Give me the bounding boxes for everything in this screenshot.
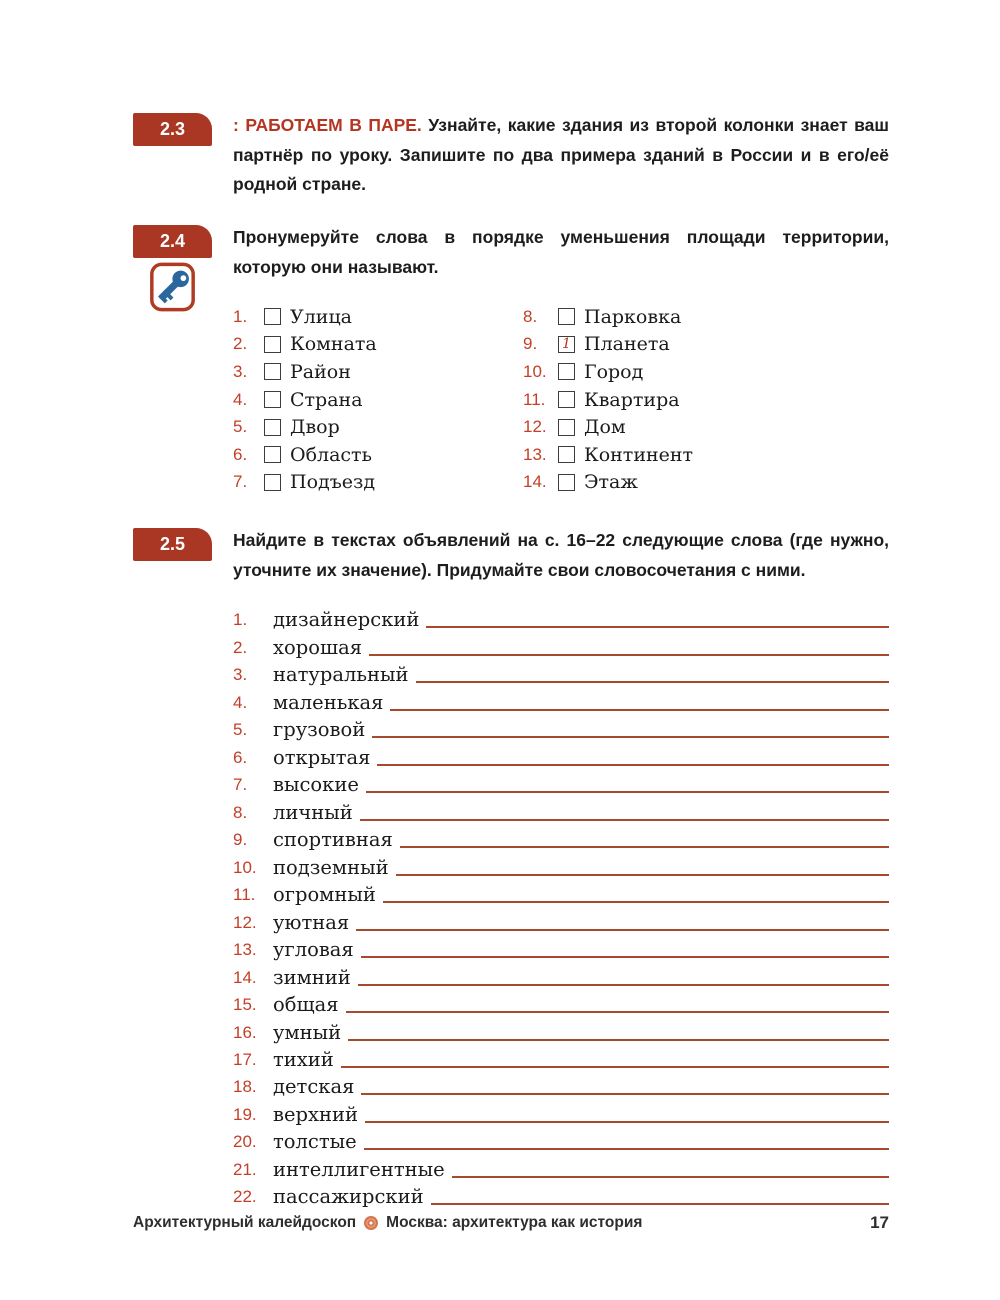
vocabulary-item [233, 935, 889, 962]
item-number: 10. [233, 857, 257, 877]
item-number: 22. [233, 1187, 257, 1207]
item-word: Дом [584, 416, 626, 439]
vocabulary-item [233, 632, 889, 659]
vocabulary-item [233, 880, 889, 907]
item-number: 4. [233, 389, 248, 409]
footer-book-title: Архитектурный калейдоскоп [133, 1214, 357, 1231]
checklist-column-1 [233, 303, 377, 496]
item-number: 20. [233, 1132, 257, 1152]
answer-line[interactable] [452, 1176, 889, 1178]
item-number: 11. [233, 885, 256, 905]
answer-line[interactable] [431, 1203, 889, 1205]
answer-line[interactable] [348, 1039, 889, 1041]
checklist-item [233, 331, 377, 359]
item-number: 2. [233, 637, 248, 657]
vocabulary-item [233, 907, 889, 934]
item-number: 3. [233, 665, 248, 685]
item-number: 21. [233, 1159, 257, 1179]
vocabulary-item [233, 770, 889, 797]
order-checkbox[interactable] [264, 446, 281, 463]
vocabulary-item [233, 1127, 889, 1154]
exercise-2-5-instruction: Найдите в текстах объявлений на с. 16–22 следующие слова (где нужно, уточните их значение). Придумайте свои словосочетания с ними. [233, 530, 889, 580]
item-word: пассажирский [273, 1185, 424, 1209]
item-word: дизайнерский [273, 608, 420, 632]
vocabulary-item [233, 1154, 889, 1181]
order-checkbox[interactable] [558, 308, 575, 325]
item-word: интеллигентные [273, 1157, 445, 1181]
exercise-badge-2-4: 2.4 [133, 225, 212, 258]
item-number: 6. [233, 747, 248, 767]
page-number: 17 [870, 1213, 889, 1232]
item-word: Этаж [584, 471, 638, 494]
item-number: 7. [233, 472, 248, 492]
checklist-item [523, 303, 693, 331]
item-number: 12. [233, 912, 257, 932]
checklist-item [523, 358, 693, 386]
item-number: 14. [233, 967, 257, 987]
answer-line[interactable] [361, 956, 889, 958]
item-number: 16. [233, 1022, 257, 1042]
vocabulary-fill-list [233, 605, 889, 1209]
answer-line[interactable] [390, 709, 889, 711]
vocabulary-item [233, 962, 889, 989]
answer-line[interactable] [383, 901, 889, 903]
vocabulary-item [233, 742, 889, 769]
checklist-item [233, 303, 377, 331]
checklist-item [523, 413, 693, 441]
checklist-column-2 [523, 303, 693, 496]
item-word: грузовой [273, 718, 366, 742]
vocabulary-item [233, 1182, 889, 1209]
answer-line[interactable] [416, 681, 889, 683]
vocabulary-item [233, 1045, 889, 1072]
exercise-2-4-instruction: Пронумеруйте слова в порядке уменьшения площади территории, которую они называют. [233, 227, 889, 277]
item-word: хорошая [273, 635, 363, 659]
order-checkbox[interactable] [558, 419, 575, 436]
order-checkbox[interactable]: 1 [558, 336, 575, 353]
item-word: зимний [273, 965, 351, 989]
item-word: толстые [273, 1130, 357, 1154]
item-number: 19. [233, 1104, 257, 1124]
item-word: тихий [273, 1047, 334, 1071]
vocabulary-item [233, 660, 889, 687]
item-word: спортивная [273, 828, 393, 852]
order-checkbox[interactable] [264, 391, 281, 408]
item-number: 10. [523, 361, 547, 381]
answer-line[interactable] [346, 1011, 889, 1013]
item-word: Район [290, 360, 351, 383]
answer-line[interactable] [364, 1148, 889, 1150]
answer-line[interactable] [426, 626, 889, 628]
vocabulary-item [233, 1099, 889, 1126]
item-word: натуральный [273, 663, 409, 687]
item-number: 13. [523, 444, 547, 464]
order-checkbox[interactable] [558, 474, 575, 491]
item-word: личный [273, 800, 353, 824]
checklist-item [233, 441, 377, 469]
order-checkbox[interactable] [264, 336, 281, 353]
item-number: 13. [233, 940, 257, 960]
answer-line[interactable] [361, 1093, 889, 1095]
vocabulary-item [233, 990, 889, 1017]
page-footer [133, 1213, 889, 1233]
item-word: маленькая [273, 690, 384, 714]
item-number: 1. [233, 610, 248, 630]
item-number: 5. [233, 720, 248, 740]
checklist-item [523, 441, 693, 469]
item-number: 12. [523, 417, 547, 437]
checklist-item [523, 331, 693, 359]
answer-line[interactable] [360, 819, 889, 821]
checklist-item [233, 386, 377, 414]
vocabulary-item [233, 1072, 889, 1099]
checklist-item [233, 413, 377, 441]
item-word: Страна [290, 388, 363, 411]
item-word: Двор [290, 416, 340, 439]
vocabulary-item [233, 605, 889, 632]
checklist-item [523, 386, 693, 414]
item-word: Континент [584, 443, 694, 466]
item-word: общая [273, 993, 339, 1017]
item-word: Комната [290, 333, 377, 356]
checklist-item [523, 469, 693, 497]
item-word: умный [273, 1020, 342, 1044]
order-checkbox[interactable] [264, 308, 281, 325]
item-word: детская [273, 1075, 355, 1099]
item-number: 6. [233, 444, 248, 464]
item-number: 2. [233, 334, 248, 354]
item-word: Город [584, 360, 644, 383]
item-number: 4. [233, 692, 248, 712]
item-word: Квартира [584, 388, 680, 411]
item-number: 18. [233, 1077, 257, 1097]
answer-line[interactable] [396, 874, 889, 876]
item-number: 5. [233, 417, 248, 437]
rosette-icon [364, 1216, 378, 1230]
item-word: Область [290, 443, 372, 466]
checklist-item [233, 469, 377, 497]
vocabulary-item [233, 1017, 889, 1044]
answer-line[interactable] [377, 764, 889, 766]
item-word: угловая [273, 938, 354, 962]
answer-line[interactable] [356, 929, 889, 931]
item-number: 17. [233, 1049, 257, 1069]
order-checkbox[interactable] [264, 474, 281, 491]
exercise-2-3-instruction [233, 111, 889, 200]
item-word: Планета [584, 333, 670, 356]
item-number: 3. [233, 361, 248, 381]
checklist-item [233, 358, 377, 386]
answer-line[interactable] [366, 791, 889, 793]
order-checkbox[interactable] [558, 363, 575, 380]
vocabulary-item [233, 797, 889, 824]
vocabulary-item [233, 825, 889, 852]
order-checkbox[interactable] [558, 391, 575, 408]
item-number: 9. [523, 334, 538, 354]
order-checkbox[interactable] [558, 446, 575, 463]
answer-line[interactable] [372, 736, 889, 738]
key-icon [149, 262, 196, 312]
vocabulary-item [233, 852, 889, 879]
item-word: огромный [273, 883, 376, 907]
footer-chapter-title: Москва: архитектура как история [386, 1214, 643, 1231]
item-number: 8. [233, 802, 248, 822]
exercise-2-3-instruction-text: Узнайте, какие здания из второй колонки знает ваш партнёр по уроку. Запишите по два примера зданий в России и в его/её родной стране. [233, 115, 889, 195]
exercise-badge-2-3: 2.3 [133, 113, 212, 146]
exercise-badge-2-5: 2.5 [133, 528, 212, 561]
vocabulary-item [233, 687, 889, 714]
item-word: высокие [273, 773, 359, 797]
item-number: 1. [233, 306, 248, 326]
order-checkbox[interactable] [264, 363, 281, 380]
item-word: Улица [290, 305, 353, 328]
item-number: 8. [523, 306, 538, 326]
item-word: Подъезд [290, 471, 376, 494]
order-checkbox[interactable] [264, 419, 281, 436]
item-number: 11. [523, 389, 546, 409]
vocabulary-item [233, 715, 889, 742]
item-word: подземный [273, 855, 389, 879]
work-in-pair-label: : РАБОТАЕМ В ПАРЕ. [233, 115, 422, 135]
item-number: 14. [523, 472, 547, 492]
item-word: верхний [273, 1102, 358, 1126]
answer-line[interactable] [358, 984, 889, 986]
item-number: 7. [233, 775, 248, 795]
item-word: уютная [273, 910, 350, 934]
answer-line[interactable] [365, 1121, 889, 1123]
item-word: Парковка [584, 305, 682, 328]
item-number: 9. [233, 830, 248, 850]
answer-line[interactable] [341, 1066, 889, 1068]
answer-line[interactable] [369, 654, 889, 656]
answer-line[interactable] [400, 846, 889, 848]
item-number: 15. [233, 995, 257, 1015]
item-word: открытая [273, 745, 371, 769]
